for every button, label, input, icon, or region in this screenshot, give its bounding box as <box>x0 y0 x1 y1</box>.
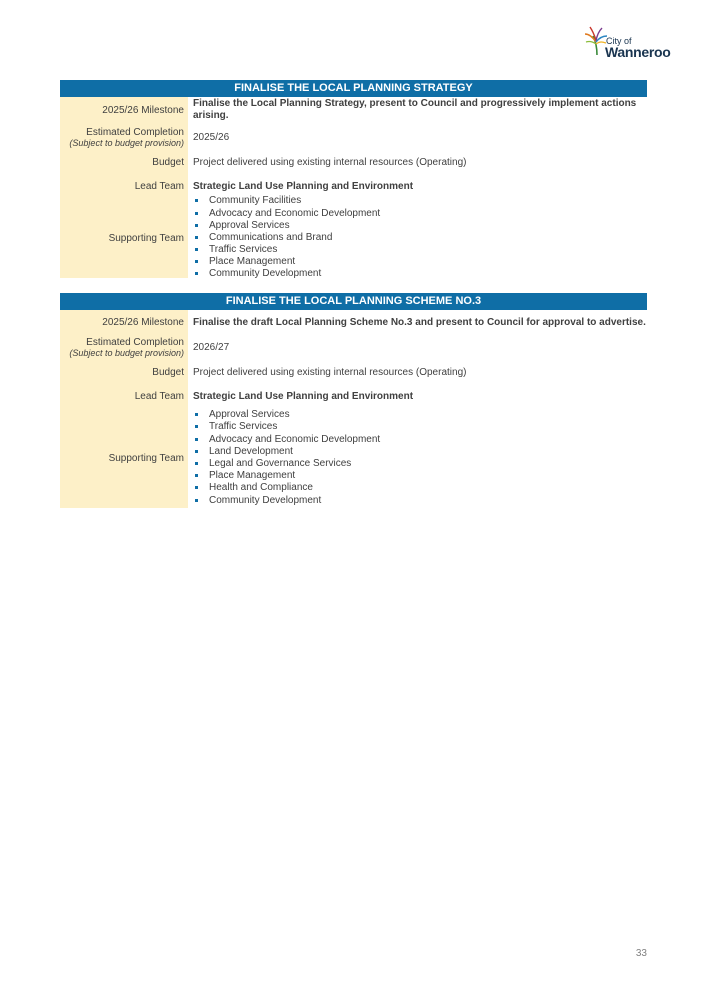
supporting-team-row <box>60 408 647 508</box>
list-item: Advocacy and Economic Development <box>193 434 380 446</box>
lead-team-value: Strategic Land Use Planning and Environment <box>193 390 414 402</box>
list-item: Approval Services <box>193 220 380 232</box>
list-item: Land Development <box>193 446 380 458</box>
completion-value: 2025/26 <box>193 131 230 143</box>
list-item: Place Management <box>193 470 380 482</box>
completion-label-text: Estimated Completion <box>86 336 184 348</box>
completion-row <box>60 124 647 150</box>
completion-value: 2026/27 <box>193 341 230 353</box>
list-item: Health and Compliance <box>193 482 380 494</box>
lead-team-label: Lead Team <box>60 384 188 408</box>
local-planning-strategy-table <box>60 80 647 278</box>
list-item: Traffic Services <box>193 421 380 433</box>
page-number: 33 <box>635 948 647 959</box>
list-item: Approval Services <box>193 409 380 421</box>
completion-label-subtext: (Subject to budget provision) <box>69 347 184 358</box>
budget-label: Budget <box>60 150 188 174</box>
lead-team-value: Strategic Land Use Planning and Environment <box>193 180 414 192</box>
lead-team-label: Lead Team <box>60 174 188 198</box>
section-title: FINALISE THE LOCAL PLANNING SCHEME NO.3 <box>60 293 647 310</box>
supporting-team-label: Supporting Team <box>60 198 188 278</box>
lead-team-row <box>60 384 647 408</box>
list-item: Legal and Governance Services <box>193 458 380 470</box>
list-item: Advocacy and Economic Development <box>193 208 380 220</box>
list-item: Communications and Brand <box>193 232 380 244</box>
supporting-team-list <box>193 409 380 507</box>
local-planning-scheme-table <box>60 293 647 508</box>
list-item: Community Facilities <box>193 195 380 207</box>
milestone-row <box>60 310 647 334</box>
completion-row <box>60 334 647 360</box>
completion-label-subtext: (Subject to budget provision) <box>69 137 184 148</box>
list-item: Place Management <box>193 256 380 268</box>
milestone-value: Finalise the Local Planning Strategy, present to Council and progressively implement actions arising. <box>193 98 637 121</box>
list-item: Community Development <box>193 268 380 280</box>
list-item: Traffic Services <box>193 244 380 256</box>
completion-label-text: Estimated Completion <box>86 126 184 138</box>
budget-value: Project delivered using existing internal resources (Operating) <box>193 366 467 378</box>
budget-value: Project delivered using existing internal resources (Operating) <box>193 156 467 168</box>
supporting-team-label: Supporting Team <box>60 408 188 508</box>
logo-name-text: Wanneroo <box>605 44 671 60</box>
budget-row <box>60 150 647 174</box>
list-item: Community Development <box>193 495 380 507</box>
milestone-label: 2025/26 Milestone <box>60 97 188 124</box>
completion-label <box>60 334 188 360</box>
supporting-team-value <box>188 195 647 280</box>
milestone-value: Finalise the draft Local Planning Scheme No.3 and present to Council for approval to advertise. <box>193 316 646 328</box>
section-title: FINALISE THE LOCAL PLANNING STRATEGY <box>60 80 647 97</box>
city-of-wanneroo-logo <box>584 26 674 64</box>
milestone-label: 2025/26 Milestone <box>60 310 188 334</box>
supporting-team-list <box>193 195 380 280</box>
supporting-team-row <box>60 195 647 280</box>
completion-label <box>60 124 188 150</box>
supporting-team-value <box>188 408 647 508</box>
logo-city-text: City of <box>606 36 632 46</box>
budget-row <box>60 360 647 384</box>
budget-label: Budget <box>60 360 188 384</box>
milestone-row <box>60 97 647 124</box>
